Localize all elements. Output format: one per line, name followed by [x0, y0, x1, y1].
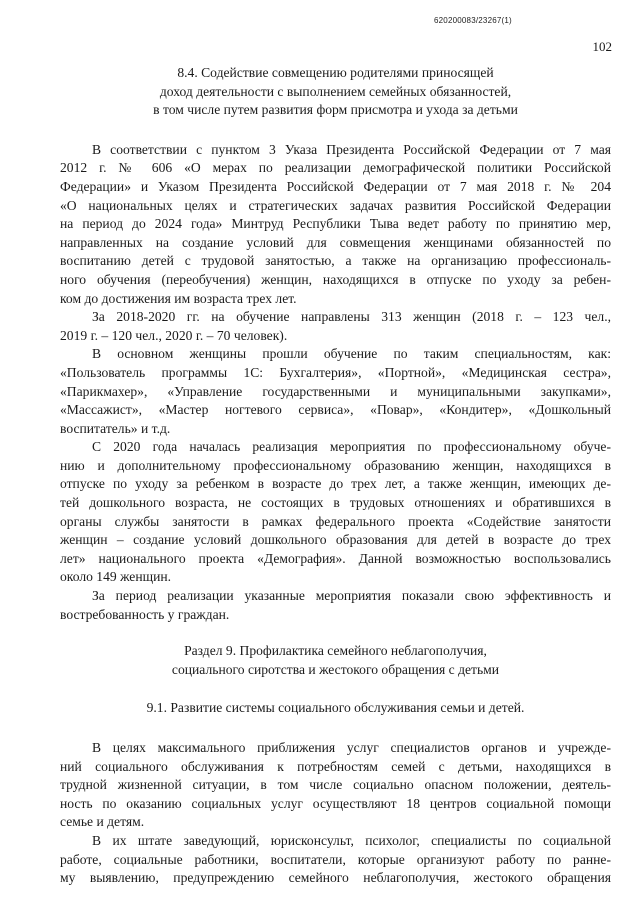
text-line: воспитатель» и т.д. — [60, 420, 171, 436]
section-spacer — [60, 624, 611, 642]
text-line: В их штате заведующий, юрисконсульт, психолог, специалисты по социальной — [92, 832, 611, 848]
text-line: 2019 г. – 120 чел., 2020 г. – 70 человек). — [60, 327, 288, 343]
paragraph — [60, 438, 611, 587]
document-id: 620200083/23267(1) — [434, 16, 512, 25]
text-line: лет» национального проекта «Демография». Данной возможностью воспользовались — [60, 550, 611, 566]
text-line: тей дошкольного возраста, не состоящих в трудовых отношениях и обратившихся в — [60, 495, 611, 511]
text-line: семье и детям. — [60, 814, 145, 830]
text-line: му выявлению, предупреждению семейного неблагополучия, жестокого обращения — [60, 870, 611, 886]
paragraph — [60, 308, 611, 345]
text-line: работе, социальные работники, воспитатели, которые организуют работу по ранне- — [60, 851, 611, 867]
text-line: на период до 2024 года» Минтруд Республики Тыва ведет работу по принятию мер, — [60, 216, 611, 232]
section-9-heading — [60, 642, 611, 679]
text-line: ного обучения (переобучения) женщин, находящихся в отпуске по уходу за ребен- — [60, 271, 611, 287]
heading-line: социального сиротства и жестокого обращения с детьми — [171, 661, 500, 677]
text-line: За 2018-2020 гг. на обучение направлены 313 женщин (2018 г. – 123 чел., — [92, 309, 611, 325]
heading-line: 8.4. Содействие совмещению родителями приносящей — [177, 65, 494, 80]
section-8-4-heading — [60, 64, 611, 120]
text-line: Федерации» и Указом Президента Российской Федерации от 7 мая 2018 г. № 204 — [60, 178, 611, 194]
paragraph — [60, 739, 611, 832]
text-line: отпуске по уходу за ребенком в возрасте до трех лет, а также женщин, имеющих де- — [60, 476, 611, 492]
text-line: В целях максимального приближения услуг специалистов органов и учрежде- — [92, 740, 611, 755]
text-line: В соответствии с пунктом 3 Указа Президента Российской Федерации от 7 мая — [92, 141, 611, 157]
text-line: В основном женщины прошли обучение по таким специальностям, как: — [92, 346, 611, 362]
text-line: «Парикмахер», «Управление государственными и муниципальными закупками», — [60, 383, 611, 399]
text-line: ность по оказанию социальных услуг осуществляют 18 центров социальной помощи — [60, 795, 611, 811]
heading-line: доход деятельности с выполнением семейных обязанностей, — [159, 83, 512, 99]
text-line: воспитанию детей с трудовой занятостью, а также на организацию профессиональ- — [60, 253, 611, 269]
text-line: За период реализации указанные мероприятия показали свою эффективность и — [92, 588, 611, 604]
text-line: С 2020 года началась реализация мероприятия по профессиональному обуче- — [92, 439, 611, 455]
text-line: ний социального обслуживания к потребностям семей с детьми, находящихся в — [60, 758, 611, 774]
heading-line: 9.1. Развитие системы социального обслуживания семьи и детей. — [146, 700, 525, 716]
text-line: направленных на создание условий для совмещения женщинами обязанностей по — [60, 234, 611, 250]
page-number: 102 — [592, 39, 612, 54]
paragraph — [60, 832, 611, 888]
paragraph — [60, 587, 611, 624]
text-line: женщин – создание условий дошкольного образования для детей в возрасте до трех — [60, 532, 611, 548]
heading-line: в том числе путем развития форм присмотра и ухода за детьми — [153, 102, 518, 118]
text-line: нию и дополнительному профессиональному образованию женщин, находящихся в — [60, 457, 611, 473]
heading-line: Раздел 9. Профилактика семейного неблагополучия, — [184, 643, 487, 659]
text-line: востребованность у граждан. — [60, 606, 230, 622]
paragraph — [60, 141, 611, 308]
text-line: 2012 г. № 606 «О мерах по реализации демографической политики Российской — [60, 160, 611, 176]
text-line: «Массажист», «Мастер ногтевого сервиса», «Повар», «Кондитер», «Дошкольный — [60, 402, 611, 418]
text-line: трудной жизненной ситуации, в том числе социально опасном положении, деятель- — [60, 777, 611, 793]
paragraph — [60, 345, 611, 438]
text-line: «О национальных целях и стратегических задачах развития Российской Федерации — [60, 197, 611, 213]
section-9-1-heading — [60, 699, 611, 718]
text-line: «Пользователь программы 1С: Бухгалтерия», «Портной», «Медицинская сестра», — [60, 364, 611, 380]
text-line: около 149 женщин. — [60, 569, 172, 585]
text-line: органы службы занятости в рамках федерального проекта «Содействие занятости — [60, 513, 611, 529]
text-line: ком до достижения им возраста трех лет. — [60, 290, 297, 306]
document-body — [60, 64, 611, 888]
